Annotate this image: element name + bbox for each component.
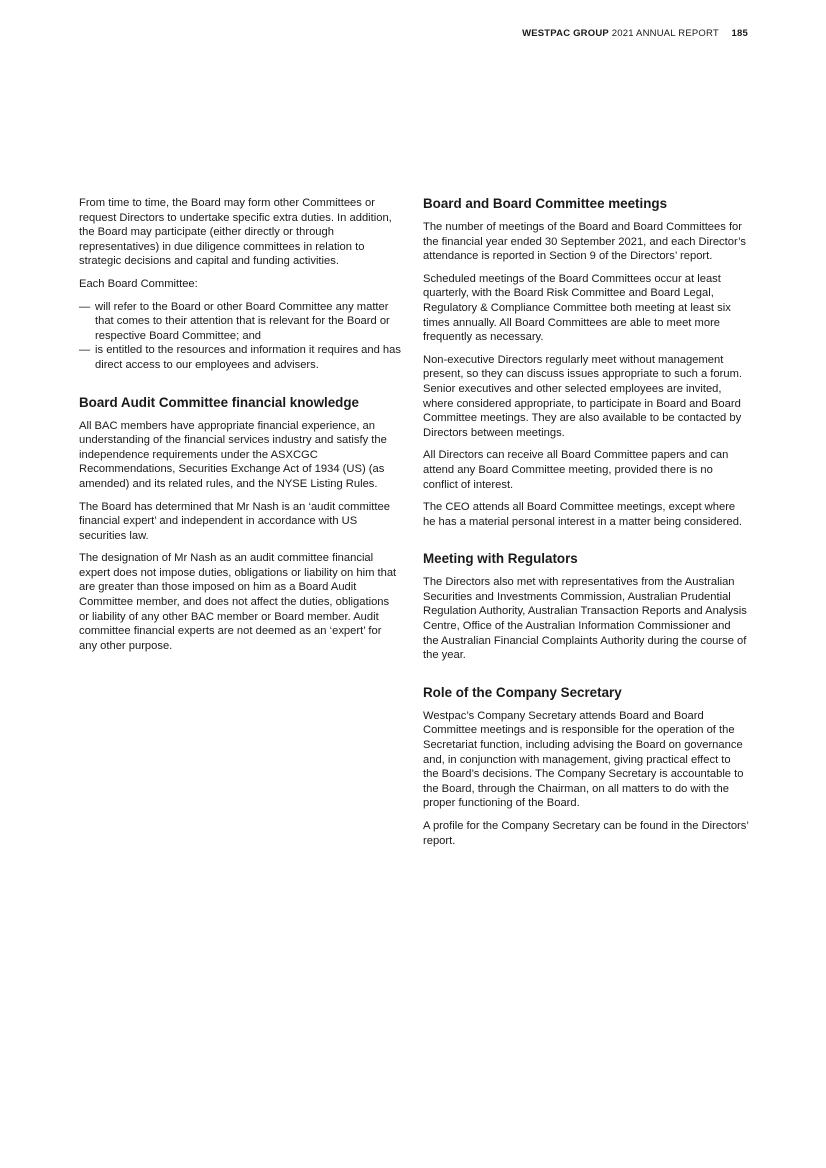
paragraph: All Directors can receive all Board Committee papers and can attend any Board Committee meeting, provided there is no conflict of interest. bbox=[423, 449, 729, 491]
running-header bbox=[522, 28, 748, 39]
paragraph: Scheduled meetings of the Board Committees occur at least quarterly, with the Board Risk Committee and Board Legal, Regulatory & Compliance Committee both meeting at least six times annually. All Board Committees are able to meet more frequently as necessary. bbox=[423, 272, 731, 344]
paragraph: The Board has determined that Mr Nash is an ‘audit committee financial expert’ and independent in accordance with US securities law. bbox=[79, 500, 390, 542]
bullet-list bbox=[79, 300, 401, 373]
paragraph: A profile for the Company Secretary can be found in the Directors’ report. bbox=[423, 820, 749, 847]
paragraph: All BAC members have appropriate financial experience, an understanding of the financial services industry and satisfy the independence requirements under the ASXCGC Recommendations, Securities Exchange Act of 1934 (US) (as amended) and its related rules, and the NYSE Listing Rules. bbox=[79, 419, 387, 490]
paragraph: Westpac’s Company Secretary attends Board and Board Committee meetings and is responsible for the operation of the Secretariat function, including advising the Board on governance and, in conjunction with management, giving practical effect to the Board’s decisions. The Company Secretary is accountable to the Board, through the Chairman, on all matters to do with the proper functioning of the Board. bbox=[423, 709, 744, 810]
section-heading-regulators: Meeting with Regulators bbox=[423, 551, 578, 567]
header-brand: WESTPAC GROUP bbox=[522, 28, 609, 39]
list-item: — is entitled to the resources and information it requires and has direct access to our employees and advisers. bbox=[79, 343, 401, 372]
header-report-title: 2021 ANNUAL REPORT bbox=[611, 28, 719, 39]
paragraph: The number of meetings of the Board and Board Committees for the financial year ended 30 September 2021, and each Director’s attendance is reported in Section 9 of the Directors’ report. bbox=[423, 221, 746, 263]
paragraph: The Directors also met with representatives from the Australian Securities and Investments Commission, Australian Prudential Regulation Authority, Australian Transaction Reports and Analysis Centre, Office of the Australian Information Commissioner and the Australian Financial Complaints Authority during the course of the year. bbox=[423, 576, 747, 662]
right-column bbox=[423, 196, 749, 856]
left-column bbox=[79, 196, 401, 661]
list-item: — will refer to the Board or other Board Committee any matter that comes to their attention that is relevant for the Board or respective Board Committee; and bbox=[79, 300, 401, 344]
paragraph: The designation of Mr Nash as an audit committee financial expert does not impose duties, obligations or liability on him that are greater than those imposed on him as a Board Audit Committee member, and does not affect the duties, obligations or liability of any other BAC member or Board member. Audit committee financial experts are not deemed as an ‘expert’ for any other purpose. bbox=[79, 552, 397, 652]
page-number: 185 bbox=[731, 28, 748, 39]
section-heading-meetings: Board and Board Committee meetings bbox=[423, 196, 668, 211]
paragraph: From time to time, the Board may form other Committees or request Directors to undertake specific extra duties. In addition, the Board may participate (either directly or through representatives) in due diligence committees in relation to strategic decisions and capital and funding activities. bbox=[79, 197, 392, 268]
section-heading-audit: Board Audit Committee financial knowledge bbox=[79, 394, 359, 410]
paragraph: Non-executive Directors regularly meet without management present, so they can discuss issues appropriate to such a forum. Senior executives and other selected employees are invited, where considered appropriate, to participate in Board and Board Committee meetings. They are also available to be contacted by Directors between meetings. bbox=[423, 353, 743, 439]
paragraph: Each Board Committee: bbox=[79, 277, 198, 290]
section-heading-secretary: Role of the Company Secretary bbox=[423, 684, 622, 700]
paragraph: The CEO attends all Board Committee meetings, except where he has a material personal interest in a matter being considered. bbox=[423, 501, 743, 528]
